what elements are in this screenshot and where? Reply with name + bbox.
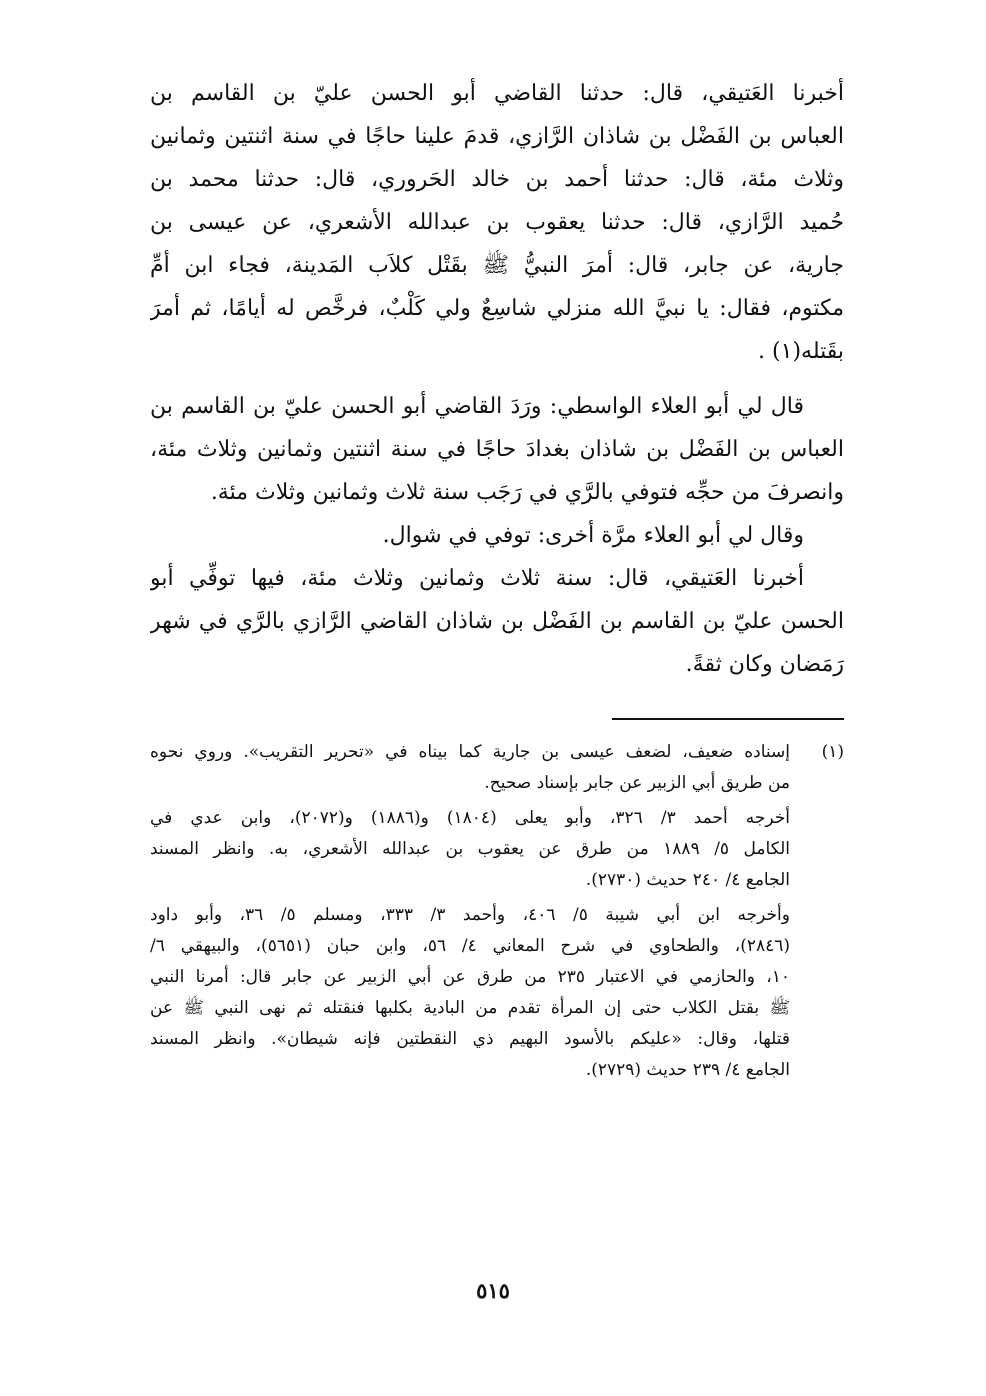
text-line: وانصرفَ من حجِّه فتوفي بالرَّي في رَجَب سنة ثلاث وثمانين وثلاث مئة. xyxy=(210,480,844,505)
footnote-line: الكامل ٥/ ١٨٨٩ من طرق عن يعقوب بن عبدالله الأشعري، به. وانظر المسند xyxy=(150,839,790,859)
paragraph-3 xyxy=(150,514,844,557)
footnote-line: من طريق أبي الزبير عن جابر بإسناد صحيح. xyxy=(484,773,790,793)
footnote-line: إسناده ضعيف، لضعف عيسى بن جارية كما بيناه في «تحرير التقريب». وروي نحوه xyxy=(150,742,790,762)
footnote-block xyxy=(150,900,790,1086)
text-line: مكتوم، فقال: يا نبيَّ الله منزلي شاسِعٌ ولي كَلْبٌ، فرخَّص له أيامًا، ثم أمرَ xyxy=(150,296,844,321)
text-line: رَمَضان وكان ثقةً. xyxy=(685,652,844,677)
footnote-line: ١٠، والحازمي في الاعتبار ٢٣٥ من طرق عن أبي الزبير عن جابر قال: أمرنا النبي xyxy=(150,967,790,987)
footnote-block xyxy=(150,803,790,896)
paragraph-4 xyxy=(150,557,844,686)
text-line: أخبرنا العَتيقي، قال: سنة ثلاث وثمانين وثلاث مئة، فيها توفِّي أبو xyxy=(150,566,804,591)
text-line: بقَتله(١) . xyxy=(758,339,844,364)
footnotes xyxy=(150,737,844,1086)
footnote-number: (١) xyxy=(821,742,844,762)
footnote-line: ﷺ بقتل الكلاب حتى إن المرأة تقدم من البادية بكلبها فنقتله ثم نهى النبي ﷺ عن xyxy=(150,998,790,1018)
text-line: العباس بن الفَضْل بن شاذان بغدادَ حاجًا في سنة اثنتين وثمانين وثلاث مئة، xyxy=(150,437,844,462)
footnote-line: الجامع ٤/ ٢٣٩ حديث (٢٧٢٩). xyxy=(585,1060,790,1080)
text-line: وثلاث مئة، قال: حدثنا أحمد بن خالد الحَروري، قال: حدثنا محمد بن xyxy=(150,167,844,192)
footnote-block xyxy=(150,737,790,799)
footnote-line: أخرجه أحمد ٣/ ٣٢٦، وأبو يعلى (١٨٠٤) و(١٨٨٦) و(٢٠٧٢)، وابن عدي في xyxy=(150,808,790,828)
text-line: العباس بن الفَضْل بن شاذان الرَّازي، قدمَ علينا حاجًا في سنة اثنتين وثمانين xyxy=(150,124,844,149)
footnote-1 xyxy=(150,737,844,1086)
text-line: وقال لي أبو العلاء مرَّة أخرى: توفي في شوال. xyxy=(382,523,804,548)
page-number: ٥١٥ xyxy=(476,1278,510,1303)
footnote-line: قتلها، وقال: «عليكم بالأسود البهيم ذي النقطتين فإنه شيطان». وانظر المسند xyxy=(150,1029,790,1049)
footnote-separator xyxy=(612,718,844,720)
main-text xyxy=(150,72,844,686)
text-line: الحسن عليّ بن القاسم بن الفَضْل بن شاذان القاضي الرَّازي بالرَّي في شهر xyxy=(150,609,844,634)
text-line: قال لي أبو العلاء الواسطي: ورَدَ القاضي أبو الحسن عليّ بن القاسم بن xyxy=(150,394,804,419)
footnote-line: (٢٨٤٦)، والطحاوي في شرح المعاني ٤/ ٥٦، وابن حبان (٥٦٥١)، والبيهقي ٦/ xyxy=(150,936,790,956)
text-line: حُميد الرَّازي، قال: حدثنا يعقوب بن عبدالله الأشعري، عن عيسى بن xyxy=(150,210,844,235)
paragraph-2 xyxy=(150,385,844,514)
footnote-line: الجامع ٤/ ٢٤٠ حديث (٢٧٣٠). xyxy=(585,870,790,890)
text-line: جارية، عن جابر، قال: أمرَ النبيُّ ﷺ بقَتْل كلاَب المَدينة، فجاء ابن أمِّ xyxy=(150,253,844,278)
footnote-line: وأخرجه ابن أبي شيبة ٥/ ٤٠٦، وأحمد ٣/ ٣٣٣، ومسلم ٥/ ٣٦، وأبو داود xyxy=(150,905,790,925)
paragraph-1 xyxy=(150,72,844,373)
text-line: أخبرنا العَتيقي، قال: حدثنا القاضي أبو الحسن عليّ بن القاسم بن xyxy=(150,81,844,106)
